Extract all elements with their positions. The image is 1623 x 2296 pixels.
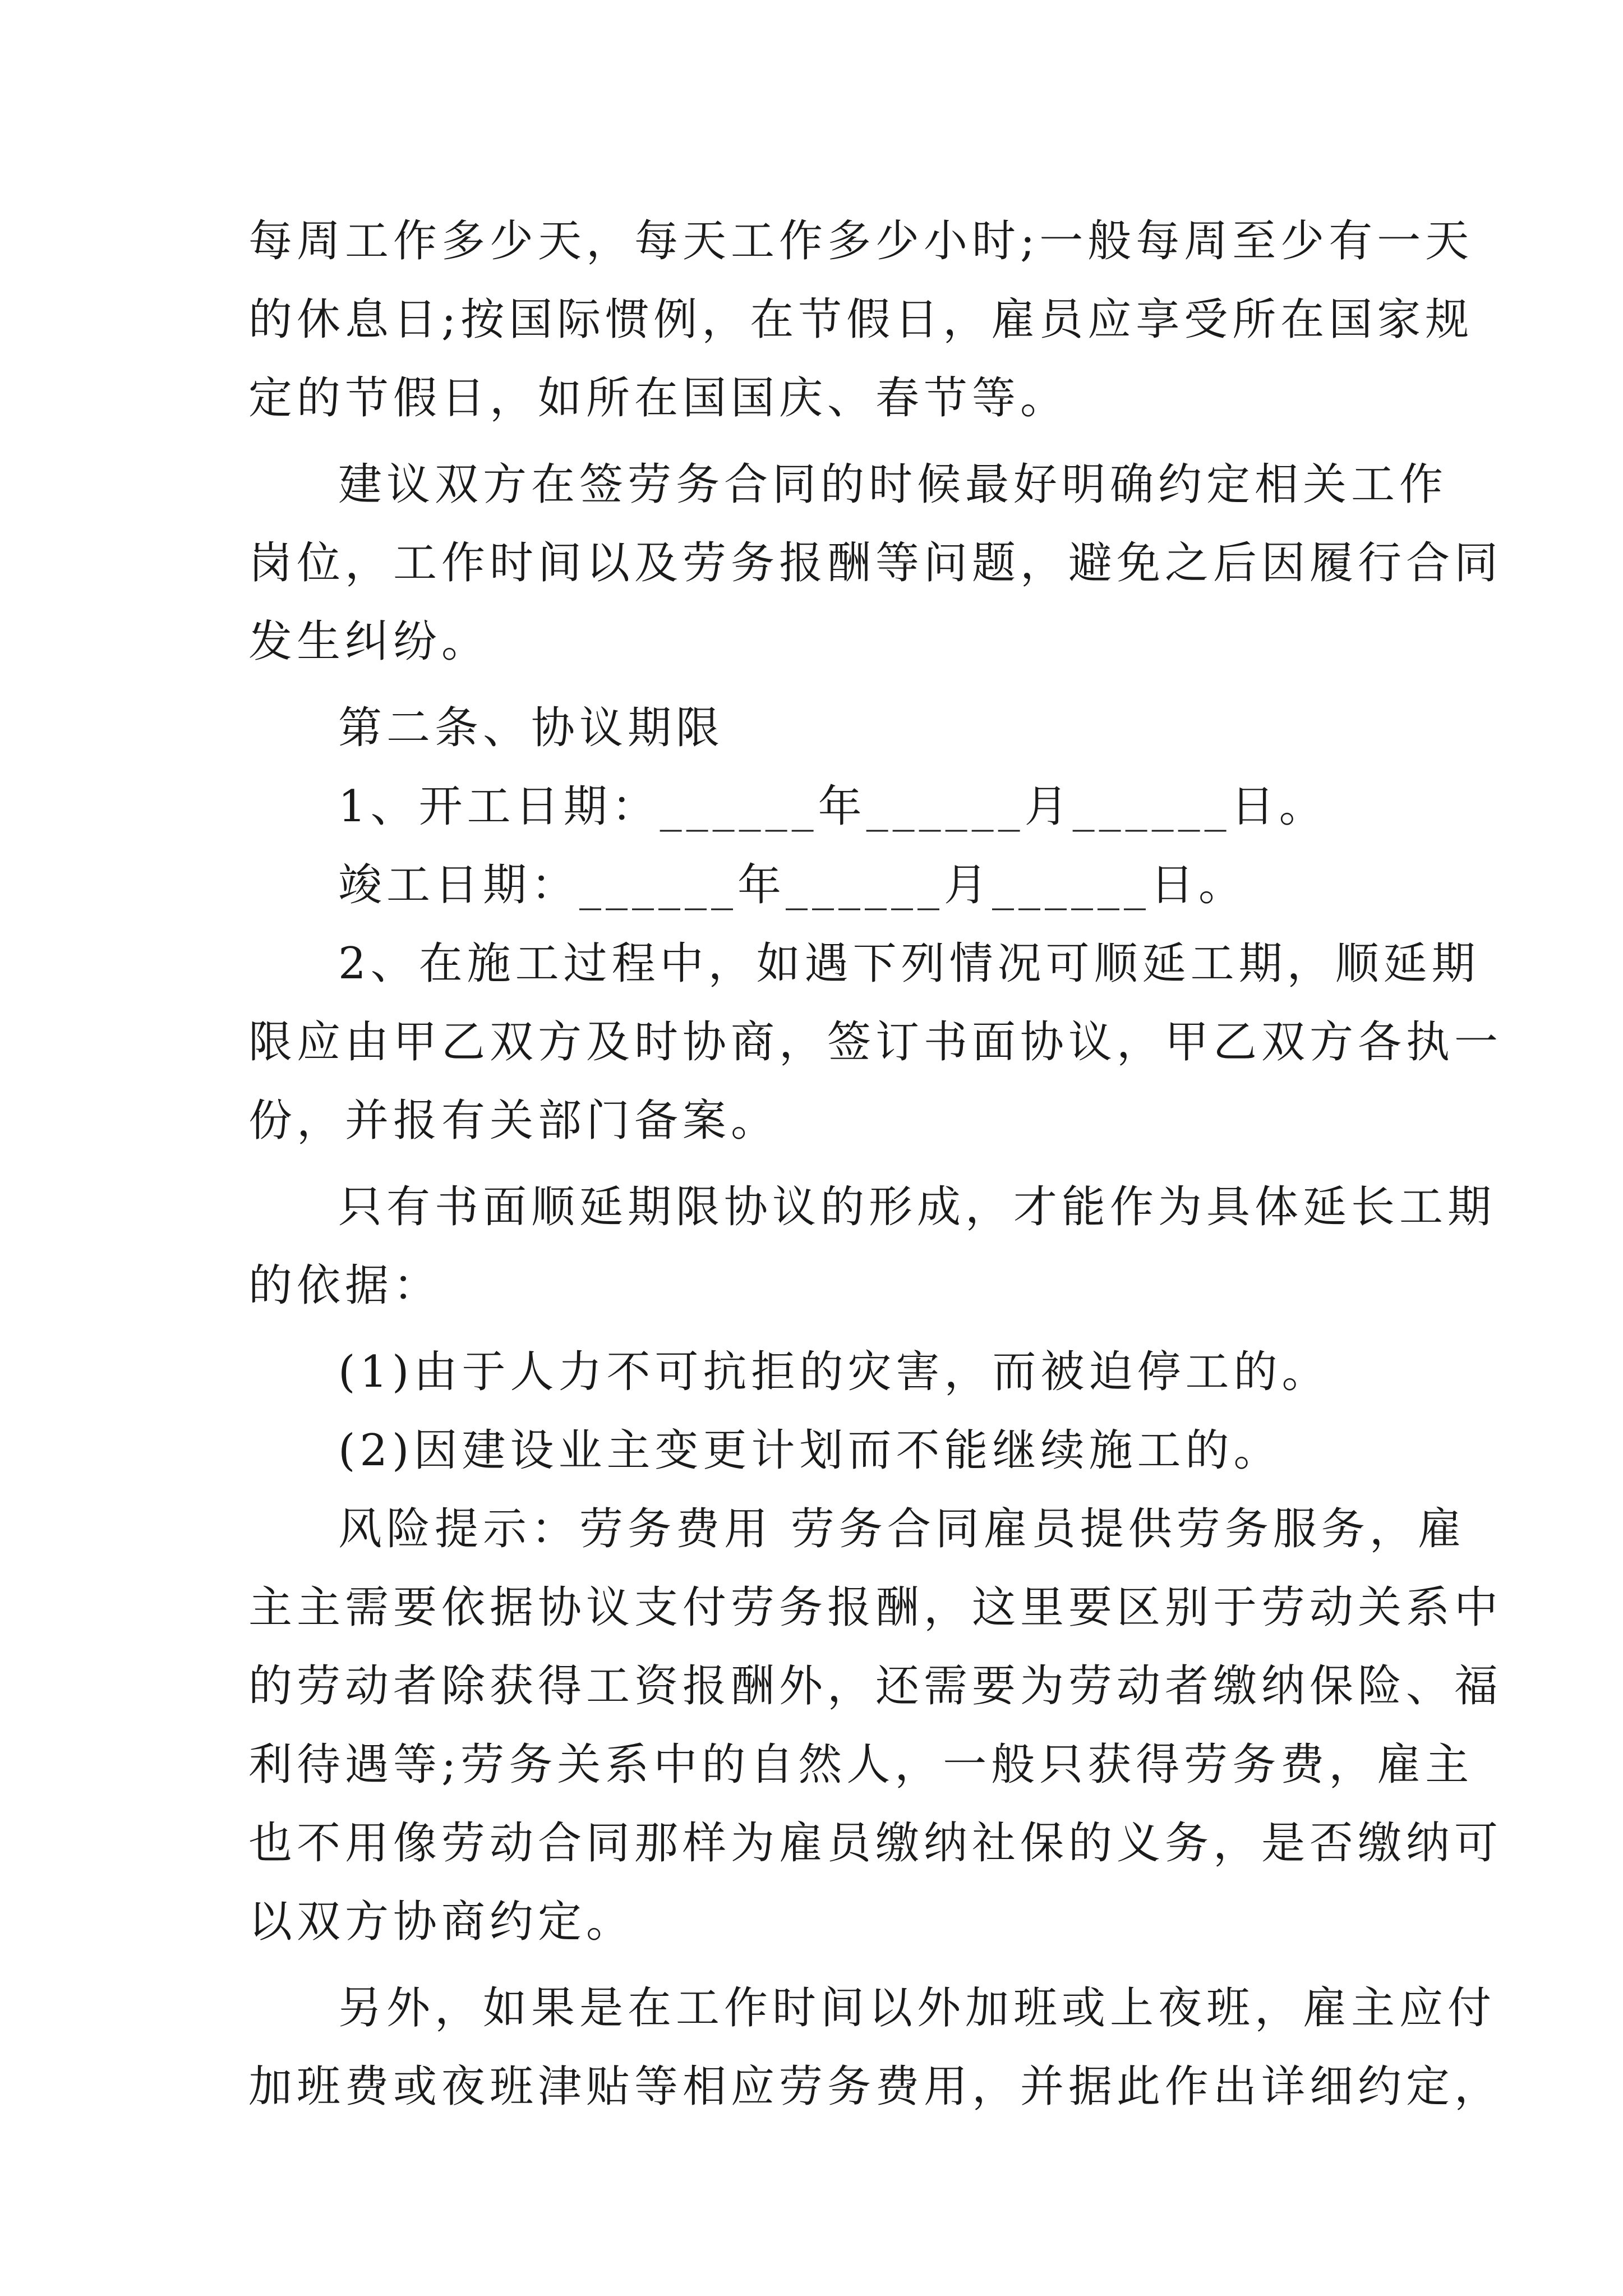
paragraph-line: 每周工作多少天，每天工作多少小时;一般每周至少有一天 — [248, 216, 1474, 266]
list-item: (1)由于人力不可抗拒的灾害，而被迫停工的。 — [338, 1347, 1330, 1397]
paragraph-line: 限应由甲乙双方及时协商，签订书面协议，甲乙双方各执一 — [248, 1017, 1503, 1068]
paragraph-line: 岗位，工作时间以及劳务报酬等问题，避免之后因履行合同 — [248, 538, 1503, 588]
paragraph-line: 利待遇等;劳务关系中的自然人，一般只获得劳务费，雇主 — [248, 1740, 1474, 1790]
paragraph-line: 发生纠纷。 — [248, 616, 490, 667]
completion-date-line: 竣工日期：______年______月______日。 — [338, 860, 1247, 910]
paragraph-line: 也不用像劳动合同那样为雇员缴纳社保的义务，是否缴纳可 — [248, 1818, 1503, 1869]
paragraph-line: 以双方协商约定。 — [248, 1897, 635, 1947]
start-date-line: 1、开工日期：______年______月______日。 — [338, 781, 1327, 832]
paragraph-line: 定的节假日，如所在国国庆、春节等。 — [248, 373, 1069, 424]
paragraph-line: 只有书面顺延期限协议的形成，才能作为具体延长工期 — [338, 1182, 1496, 1232]
paragraph-line: 的依据： — [248, 1260, 442, 1311]
paragraph-line: 份，并报有关部门备案。 — [248, 1096, 780, 1146]
paragraph-line: 加班费或夜班津贴等相应劳务费用，并据此作出详细约定， — [248, 2062, 1503, 2112]
paragraph-line: 另外，如果是在工作时间以外加班或上夜班，雇主应付 — [338, 1983, 1496, 2033]
section-heading: 第二条、协议期限 — [338, 703, 725, 753]
paragraph-line: 主主需要依据协议支付劳务报酬，这里要区别于劳动关系中 — [248, 1582, 1503, 1633]
paragraph-line: 风险提示：劳务费用 劳务合同雇员提供劳务服务，雇 — [338, 1504, 1466, 1554]
paragraph-line: 建议双方在签劳务合同的时候最好明确约定相关工作 — [338, 459, 1448, 510]
paragraph-line: 2、在施工过程中，如遇下列情况可顺延工期，顺延期 — [338, 938, 1480, 989]
paragraph-line: 的休息日;按国际惯例，在节假日，雇员应享受所在国家规 — [248, 295, 1474, 345]
paragraph-line: 的劳动者除获得工资报酬外，还需要为劳动者缴纳保险、福 — [248, 1661, 1503, 1711]
document-body — [248, 202, 1503, 2126]
list-item: (2)因建设业主变更计划而不能继续施工的。 — [338, 1425, 1282, 1476]
